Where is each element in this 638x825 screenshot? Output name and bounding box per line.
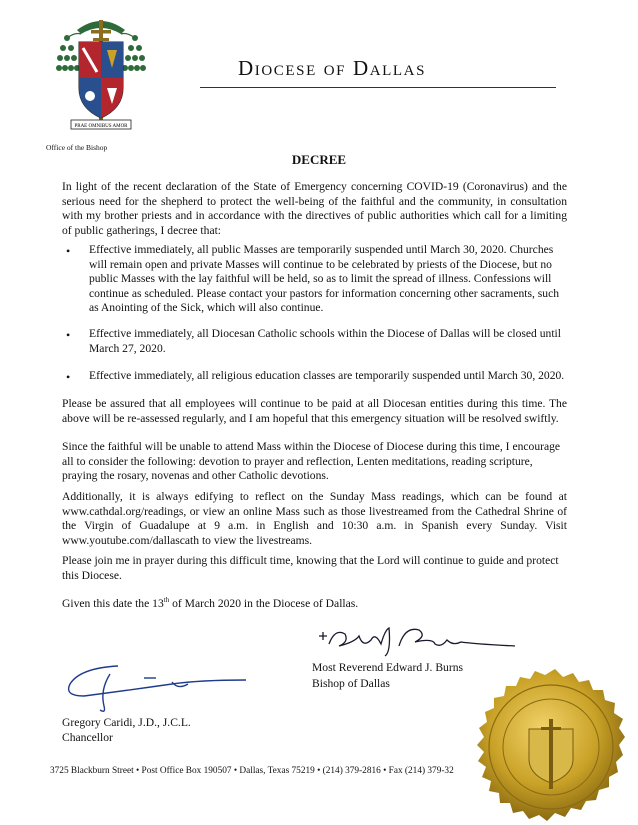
bullet-item-religious-education: Effective immediately, all religious education classes are temporarily suspended until March 30, 2020.	[89, 369, 565, 382]
chancellor-signature	[60, 660, 260, 715]
letterhead-title: Diocese of Dallas	[238, 56, 427, 80]
bishop-title: Bishop of Dallas	[312, 677, 390, 690]
bullet-item-schools: Effective immediately, all Diocesan Catholic schools within the Diocese of Dallas will be closed until March 27, 2020.	[89, 327, 561, 355]
intro-paragraph: In light of the recent declaration of the State of Emergency concerning COVID-19 (Coronavirus) and the serious need for the shepherd to protect the well-being of the faithful and the community, in consultation with my brother priests and in accordance with the directives of public authorities which call for a limiting of public gatherings, I decree that:	[62, 180, 567, 237]
given-prefix: Given this date the 13	[62, 597, 164, 610]
footer-address: 3725 Blackburn Street • Post Office Box 190507 • Dallas, Texas 75219 • (214) 379-2816 • Fax (214) 379-32	[50, 766, 454, 776]
bullet-marker: •	[66, 370, 71, 384]
chancellor-name: Gregory Caridi, J.D., J.C.L.	[62, 716, 191, 729]
bishop-name: Most Reverend Edward J. Burns	[312, 661, 464, 674]
office-label: Office of the Bishop	[46, 143, 108, 152]
given-ordinal-suffix: th	[163, 596, 170, 605]
chancellor-title: Chancellor	[62, 731, 113, 744]
motto-text: PRAE OMNIBUS AMOR	[74, 124, 128, 129]
diocese-gold-seal	[455, 667, 625, 825]
readings-paragraph: Additionally, it is always edifying to reflect on the Sunday Mass readings, which can be found at www.cathdal.org/readings, or view an online Mass such as those livestreamed from the Cathedral Shrine of the Virgin of Guadalupe at 9 a.m. in English and 10:30 a.m. in Spanish every Sunday. Visit www.youtube.com/dallascath to view the livestreams.	[62, 490, 567, 547]
employees-paragraph: Please be assured that all employees will continue to be paid at all Diocesan entities during this time. The above will be re-assessed regularly, and I am hopeful that this emergency situation will be resolved swiftly.	[62, 397, 567, 425]
given-date-line	[62, 597, 567, 612]
bullet-marker: •	[66, 328, 71, 342]
bishop-signature	[315, 622, 525, 662]
bullet-marker: •	[66, 244, 71, 258]
bullet-item-masses: Effective immediately, all public Masses are temporarily suspended until March 30, 2020. Churches will remain open and private Masses will continue to be celebrated by priests of the Diocese, but no public Masses with the lay faithful will be held, so as to limit the spread of illness. Confessions will continue as scheduled. Please contact your pastors for information concerning other sacraments, such as Anointing of the Sick, which will also continue.	[89, 243, 560, 314]
header-divider	[200, 87, 556, 88]
devotion-paragraph: Since the faithful will be unable to attend Mass within the Diocese of Diocese during this time, I encourage all to consider the following: devotion to prayer and reflection, Lenten meditations, reading scripture, praying the rosary, novenas and other Catholic devotions.	[62, 440, 561, 482]
given-suffix: of March 2020 in the Diocese of Dallas.	[169, 597, 359, 610]
document-title: DECREE	[291, 152, 347, 167]
diocese-coat-of-arms	[55, 8, 147, 138]
prayer-paragraph: Please join me in prayer during this difficult time, knowing that the Lord will continue to guide and protect this Diocese.	[62, 554, 559, 582]
